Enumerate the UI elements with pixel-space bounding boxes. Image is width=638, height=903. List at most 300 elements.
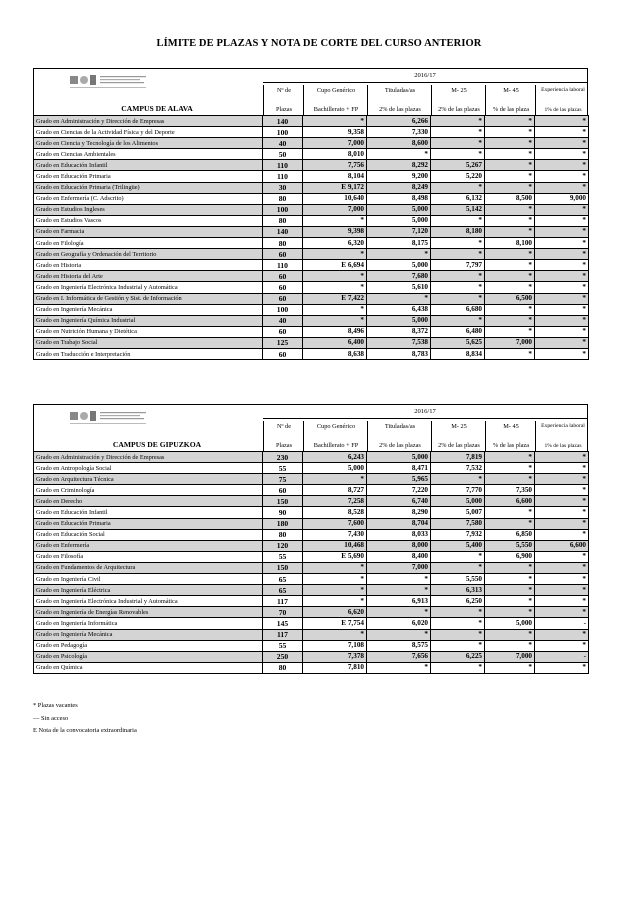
- m45-cell: *: [485, 315, 535, 326]
- experiencia-cell: *: [535, 496, 589, 507]
- tituladas-cell: *: [367, 149, 431, 160]
- table-row: [34, 171, 589, 182]
- m25-cell: *: [431, 116, 485, 127]
- cupo-cell: 8,104: [303, 171, 367, 182]
- col-plazas-header: Nº de Plazas: [263, 85, 304, 115]
- degree-name: Grado en Geografía y Ordenación del Territorio: [34, 249, 263, 260]
- tituladas-cell: *: [367, 293, 431, 304]
- m25-cell: *: [431, 662, 485, 673]
- degree-name: Grado en Ingeniería Eléctrica: [34, 585, 263, 596]
- col-experiencia-header: Experiencia laboral 1% de las plazas: [535, 85, 590, 115]
- cupo-cell: *: [303, 585, 367, 596]
- tituladas-cell: *: [367, 607, 431, 618]
- degree-name: Grado en Ciencia y Tecnología de los Alimentos: [34, 138, 263, 149]
- degree-name: Grado en Pedagogía: [34, 640, 263, 651]
- m25-cell: 7,770: [431, 485, 485, 496]
- table-row: [34, 662, 589, 673]
- tituladas-cell: 8,292: [367, 160, 431, 171]
- col-cupo-header: Cupo Genérico Bachillerato + FP: [303, 421, 368, 451]
- degree-name: Grado en Criminología: [34, 485, 263, 496]
- experiencia-cell: *: [535, 485, 589, 496]
- cupo-cell: E 7,422: [303, 293, 367, 304]
- m45-cell: *: [485, 326, 535, 337]
- table-row: [34, 260, 589, 271]
- experiencia-cell: *: [535, 574, 589, 585]
- degree-name: Grado en Historia del Arte: [34, 271, 263, 282]
- m25-cell: 6,225: [431, 651, 485, 662]
- university-logo-icon: [70, 409, 148, 429]
- cupo-cell: 7,258: [303, 496, 367, 507]
- m45-cell: *: [485, 149, 535, 160]
- m45-cell: 6,500: [485, 293, 535, 304]
- cupo-cell: 7,108: [303, 640, 367, 651]
- m45-cell: *: [485, 640, 535, 651]
- degree-name: Grado en Ingeniería Civil: [34, 574, 263, 585]
- degree-name: Grado en Psicología: [34, 651, 263, 662]
- tituladas-cell: 8,575: [367, 640, 431, 651]
- experiencia-cell: *: [535, 562, 589, 573]
- plazas-cell: 110: [263, 171, 303, 182]
- m45-cell: *: [485, 348, 535, 359]
- tituladas-cell: 6,020: [367, 618, 431, 629]
- tituladas-cell: 8,249: [367, 182, 431, 193]
- table-row: [34, 326, 589, 337]
- experiencia-cell: *: [535, 629, 589, 640]
- degree-name: Grado en Derecho: [34, 496, 263, 507]
- plazas-cell: 70: [263, 607, 303, 618]
- degree-name: Grado en Ciencias de la Actividad Física y del Deporte: [34, 127, 263, 138]
- legend-sin-acceso: — Sin acceso: [33, 714, 69, 722]
- tituladas-cell: 7,680: [367, 271, 431, 282]
- degree-name: Grado en Estudios Ingleses: [34, 204, 263, 215]
- m25-cell: 7,797: [431, 260, 485, 271]
- degree-name: Grado en Filología: [34, 238, 263, 249]
- table-row: [34, 607, 589, 618]
- table-row: [34, 337, 589, 348]
- cupo-cell: 6,400: [303, 337, 367, 348]
- plazas-cell: 125: [263, 337, 303, 348]
- m25-cell: *: [431, 249, 485, 260]
- tituladas-cell: 8,783: [367, 348, 431, 359]
- plazas-cell: 40: [263, 138, 303, 149]
- tituladas-cell: 5,000: [367, 315, 431, 326]
- tituladas-cell: 8,290: [367, 507, 431, 518]
- experiencia-cell: *: [535, 518, 589, 529]
- experiencia-cell: *: [535, 271, 589, 282]
- col-tituladas-header: Tituladas/as 2% de las plazas: [367, 85, 432, 115]
- page-title: LÍMITE DE PLAZAS Y NOTA DE CORTE DEL CURSO ANTERIOR: [156, 38, 482, 49]
- degree-name: Grado en Educación Infantil: [34, 507, 263, 518]
- table-row: [34, 474, 589, 485]
- legend-extraordinaria: E Nota de la convocatoria extraordinaria: [33, 727, 137, 734]
- experiencia-cell: -: [535, 618, 589, 629]
- experiencia-cell: *: [535, 463, 589, 474]
- plazas-cell: 75: [263, 474, 303, 485]
- table-row: [34, 138, 589, 149]
- m25-cell: 7,819: [431, 452, 485, 463]
- table-row: [34, 574, 589, 585]
- experiencia-cell: *: [535, 337, 589, 348]
- table-row: [34, 238, 589, 249]
- table-row: [34, 182, 589, 193]
- plazas-cell: 150: [263, 562, 303, 573]
- experiencia-cell: *: [535, 596, 589, 607]
- m25-cell: 5,142: [431, 204, 485, 215]
- cupo-cell: 6,243: [303, 452, 367, 463]
- year-label: 2016/17: [263, 408, 587, 419]
- degree-name: Grado en Arquitectura Técnica: [34, 474, 263, 485]
- tituladas-cell: 7,330: [367, 127, 431, 138]
- table-row: [34, 193, 589, 204]
- plazas-cell: 100: [263, 127, 303, 138]
- tituladas-cell: 8,372: [367, 326, 431, 337]
- m25-cell: *: [431, 562, 485, 573]
- m45-cell: *: [485, 596, 535, 607]
- m45-cell: 5,000: [485, 618, 535, 629]
- plazas-cell: 180: [263, 518, 303, 529]
- m25-cell: *: [431, 182, 485, 193]
- tituladas-cell: 7,120: [367, 226, 431, 237]
- cupo-cell: 10,468: [303, 540, 367, 551]
- alava-section: [33, 68, 588, 360]
- cupo-cell: E 5,690: [303, 551, 367, 562]
- m45-cell: *: [485, 249, 535, 260]
- plazas-cell: 117: [263, 596, 303, 607]
- col-plazas-header: Nº de Plazas: [263, 421, 304, 451]
- degree-name: Grado en Ingeniería Mecánica: [34, 304, 263, 315]
- tituladas-cell: 5,000: [367, 204, 431, 215]
- m45-cell: *: [485, 518, 535, 529]
- experiencia-cell: -: [535, 651, 589, 662]
- col-m25-header: M- 25 2% de las plazas: [431, 85, 486, 115]
- tituladas-cell: 9,200: [367, 171, 431, 182]
- cupo-cell: 7,378: [303, 651, 367, 662]
- tituladas-cell: 7,220: [367, 485, 431, 496]
- degree-name: Grado en Ingeniería Mecánica: [34, 629, 263, 640]
- tituladas-cell: 8,175: [367, 238, 431, 249]
- m45-cell: 7,000: [485, 337, 535, 348]
- cupo-cell: 8,638: [303, 348, 367, 359]
- experiencia-cell: *: [535, 452, 589, 463]
- table-row: [34, 640, 589, 651]
- legend: [33, 700, 137, 738]
- m45-cell: *: [485, 138, 535, 149]
- col-m25-header: M- 25 2% de las plazas: [431, 421, 486, 451]
- degree-name: Grado en Enfermería: [34, 540, 263, 551]
- plazas-cell: 40: [263, 315, 303, 326]
- cupo-cell: *: [303, 629, 367, 640]
- tituladas-cell: *: [367, 585, 431, 596]
- experiencia-cell: *: [535, 127, 589, 138]
- plazas-cell: 250: [263, 651, 303, 662]
- campus-title: CAMPUS DE ALAVA: [121, 104, 193, 113]
- cupo-cell: 7,000: [303, 204, 367, 215]
- m25-cell: *: [431, 629, 485, 640]
- m25-cell: 5,550: [431, 574, 485, 585]
- m25-cell: *: [431, 551, 485, 562]
- table-row: [34, 149, 589, 160]
- experiencia-cell: *: [535, 282, 589, 293]
- degree-name: Grado en Traducción e Interpretación: [34, 348, 263, 359]
- m25-cell: 5,007: [431, 507, 485, 518]
- m45-cell: *: [485, 171, 535, 182]
- experiencia-cell: *: [535, 640, 589, 651]
- col-tituladas-header: Tituladas/as 2% de las plazas: [367, 421, 432, 451]
- m25-cell: *: [431, 640, 485, 651]
- degree-name: Grado en Educación Social: [34, 529, 263, 540]
- plazas-cell: 60: [263, 293, 303, 304]
- plazas-cell: 150: [263, 496, 303, 507]
- cupo-cell: E 9,172: [303, 182, 367, 193]
- m25-cell: 6,250: [431, 596, 485, 607]
- m25-cell: *: [431, 271, 485, 282]
- m45-cell: 8,500: [485, 193, 535, 204]
- degree-name: Grado en Enfermería (C. Adscrito): [34, 193, 263, 204]
- plazas-cell: 80: [263, 662, 303, 673]
- degree-name: Grado en Ciencias Ambientales: [34, 149, 263, 160]
- degree-name: Grado en Administración y Dirección de Empresas: [34, 452, 263, 463]
- plazas-cell: 55: [263, 640, 303, 651]
- plazas-cell: 80: [263, 529, 303, 540]
- university-logo-icon: [70, 73, 148, 93]
- table-row: [34, 348, 589, 359]
- gipuzkoa-section: [33, 404, 588, 674]
- m45-cell: *: [485, 260, 535, 271]
- table-row: [34, 452, 589, 463]
- experiencia-cell: 9,000: [535, 193, 589, 204]
- col-experiencia-header: Experiencia laboral 1% de las plazas: [535, 421, 590, 451]
- table-row: [34, 618, 589, 629]
- plazas-cell: 55: [263, 463, 303, 474]
- m45-cell: *: [485, 282, 535, 293]
- m25-cell: *: [431, 238, 485, 249]
- tituladas-cell: *: [367, 574, 431, 585]
- tituladas-cell: 5,000: [367, 452, 431, 463]
- cupo-cell: *: [303, 574, 367, 585]
- experiencia-cell: *: [535, 551, 589, 562]
- m45-cell: *: [485, 116, 535, 127]
- degree-name: Grado en Antropología Social: [34, 463, 263, 474]
- m45-cell: *: [485, 160, 535, 171]
- degree-name: Grado en I. Informática de Gestión y Sist. de Información: [34, 293, 263, 304]
- experiencia-cell: *: [535, 171, 589, 182]
- table-row: [34, 629, 589, 640]
- plazas-cell: 230: [263, 452, 303, 463]
- cupo-cell: 7,430: [303, 529, 367, 540]
- m25-cell: *: [431, 293, 485, 304]
- plazas-cell: 60: [263, 249, 303, 260]
- table-row: [34, 282, 589, 293]
- plazas-cell: 60: [263, 348, 303, 359]
- table-row: [34, 160, 589, 171]
- plazas-cell: 100: [263, 204, 303, 215]
- tituladas-cell: 8,471: [367, 463, 431, 474]
- table-row: [34, 315, 589, 326]
- experiencia-cell: *: [535, 238, 589, 249]
- m45-cell: *: [485, 562, 535, 573]
- m45-cell: *: [485, 204, 535, 215]
- m45-cell: 6,600: [485, 496, 535, 507]
- cupo-cell: 8,010: [303, 149, 367, 160]
- cupo-cell: 6,620: [303, 607, 367, 618]
- experiencia-cell: *: [535, 348, 589, 359]
- experiencia-cell: *: [535, 474, 589, 485]
- m45-cell: *: [485, 507, 535, 518]
- m25-cell: 6,313: [431, 585, 485, 596]
- m25-cell: 8,834: [431, 348, 485, 359]
- tituladas-cell: 8,498: [367, 193, 431, 204]
- plazas-cell: 110: [263, 260, 303, 271]
- degree-name: Grado en Filosofía: [34, 551, 263, 562]
- table-row: [34, 226, 589, 237]
- gipuzkoa-table: [33, 451, 589, 674]
- cupo-cell: 5,000: [303, 463, 367, 474]
- plazas-cell: 120: [263, 540, 303, 551]
- table-row: [34, 204, 589, 215]
- cupo-cell: *: [303, 596, 367, 607]
- degree-name: Grado en Historia: [34, 260, 263, 271]
- tituladas-cell: 6,438: [367, 304, 431, 315]
- tituladas-cell: 5,000: [367, 215, 431, 226]
- m45-cell: *: [485, 304, 535, 315]
- m25-cell: *: [431, 282, 485, 293]
- tituladas-cell: 8,600: [367, 138, 431, 149]
- legend-vacantes: * Plazas vacantes: [33, 702, 78, 709]
- col-m45-header: M- 45 % de las plaza: [485, 85, 536, 115]
- m45-cell: *: [485, 215, 535, 226]
- degree-name: Grado en Ingeniería de Energías Renovables: [34, 607, 263, 618]
- experiencia-cell: *: [535, 507, 589, 518]
- degree-name: Grado en Ingeniería Electrónica Industrial y Automática: [34, 282, 263, 293]
- tituladas-cell: 8,704: [367, 518, 431, 529]
- cupo-cell: *: [303, 271, 367, 282]
- experiencia-cell: *: [535, 116, 589, 127]
- m45-cell: *: [485, 662, 535, 673]
- tituladas-cell: 6,266: [367, 116, 431, 127]
- plazas-cell: 60: [263, 485, 303, 496]
- cupo-cell: 7,000: [303, 138, 367, 149]
- table-row: [34, 485, 589, 496]
- plazas-cell: 90: [263, 507, 303, 518]
- experiencia-cell: *: [535, 182, 589, 193]
- plazas-cell: 65: [263, 585, 303, 596]
- m25-cell: 6,480: [431, 326, 485, 337]
- experiencia-cell: *: [535, 662, 589, 673]
- degree-name: Grado en Trabajo Social: [34, 337, 263, 348]
- cupo-cell: *: [303, 249, 367, 260]
- experiencia-cell: *: [535, 260, 589, 271]
- table-row: [34, 496, 589, 507]
- cupo-cell: *: [303, 215, 367, 226]
- m45-cell: *: [485, 226, 535, 237]
- table-row: [34, 518, 589, 529]
- year-label: 2016/17: [263, 72, 587, 83]
- experiencia-cell: 6,600: [535, 540, 589, 551]
- plazas-cell: 55: [263, 551, 303, 562]
- experiencia-cell: *: [535, 149, 589, 160]
- campus-title: CAMPUS DE GIPUZKOA: [112, 440, 202, 449]
- cupo-cell: E 6,694: [303, 260, 367, 271]
- degree-name: Grado en Fundamentos de Arquitectura: [34, 562, 263, 573]
- m45-cell: *: [485, 629, 535, 640]
- m45-cell: *: [485, 585, 535, 596]
- m45-cell: *: [485, 271, 535, 282]
- plazas-cell: 80: [263, 215, 303, 226]
- degree-name: Grado en Educación Primaria: [34, 518, 263, 529]
- table-row: [34, 127, 589, 138]
- cupo-cell: *: [303, 282, 367, 293]
- degree-name: Grado en Ingeniería Electrónica Industrial y Automática: [34, 596, 263, 607]
- plazas-cell: 60: [263, 271, 303, 282]
- plazas-cell: 140: [263, 226, 303, 237]
- plazas-cell: 80: [263, 238, 303, 249]
- experiencia-cell: *: [535, 138, 589, 149]
- degree-name: Grado en Ingeniería Informática: [34, 618, 263, 629]
- experiencia-cell: *: [535, 315, 589, 326]
- tituladas-cell: 5,610: [367, 282, 431, 293]
- m45-cell: *: [485, 574, 535, 585]
- experiencia-cell: *: [535, 293, 589, 304]
- table-row: [34, 249, 589, 260]
- plazas-cell: 80: [263, 193, 303, 204]
- cupo-cell: 8,496: [303, 326, 367, 337]
- plazas-cell: 60: [263, 326, 303, 337]
- tituladas-cell: 8,033: [367, 529, 431, 540]
- cupo-cell: *: [303, 304, 367, 315]
- col-m45-header: M- 45 % de las plaza: [485, 421, 536, 451]
- tituladas-cell: 6,740: [367, 496, 431, 507]
- cupo-cell: 7,810: [303, 662, 367, 673]
- experiencia-cell: *: [535, 326, 589, 337]
- degree-name: Grado en Nutrición Humana y Dietética: [34, 326, 263, 337]
- experiencia-cell: *: [535, 204, 589, 215]
- cupo-cell: 8,528: [303, 507, 367, 518]
- cupo-cell: 9,358: [303, 127, 367, 138]
- m45-cell: 6,850: [485, 529, 535, 540]
- degree-name: Grado en Estudios Vascos: [34, 215, 263, 226]
- col-cupo-header: Cupo Genérico Bachillerato + FP: [303, 85, 368, 115]
- plazas-cell: 110: [263, 160, 303, 171]
- cupo-cell: E 7,754: [303, 618, 367, 629]
- m45-cell: 8,100: [485, 238, 535, 249]
- cupo-cell: 7,600: [303, 518, 367, 529]
- table-row: [34, 293, 589, 304]
- experiencia-cell: *: [535, 249, 589, 260]
- m25-cell: 6,680: [431, 304, 485, 315]
- plazas-cell: 117: [263, 629, 303, 640]
- table-row: [34, 540, 589, 551]
- m25-cell: *: [431, 315, 485, 326]
- degree-name: Grado en Farmacia: [34, 226, 263, 237]
- plazas-cell: 50: [263, 149, 303, 160]
- table-row: [34, 116, 589, 127]
- m25-cell: *: [431, 138, 485, 149]
- m45-cell: 5,550: [485, 540, 535, 551]
- plazas-cell: 140: [263, 116, 303, 127]
- m25-cell: 5,267: [431, 160, 485, 171]
- table-row: [34, 463, 589, 474]
- m25-cell: *: [431, 215, 485, 226]
- table-row: [34, 271, 589, 282]
- experiencia-cell: *: [535, 585, 589, 596]
- table-row: [34, 507, 589, 518]
- degree-name: Grado en Educación Primaria: [34, 171, 263, 182]
- table-row: [34, 215, 589, 226]
- table-row: [34, 651, 589, 662]
- table-row: [34, 562, 589, 573]
- experiencia-cell: *: [535, 226, 589, 237]
- degree-name: Grado en Administración y Dirección de Empresas: [34, 116, 263, 127]
